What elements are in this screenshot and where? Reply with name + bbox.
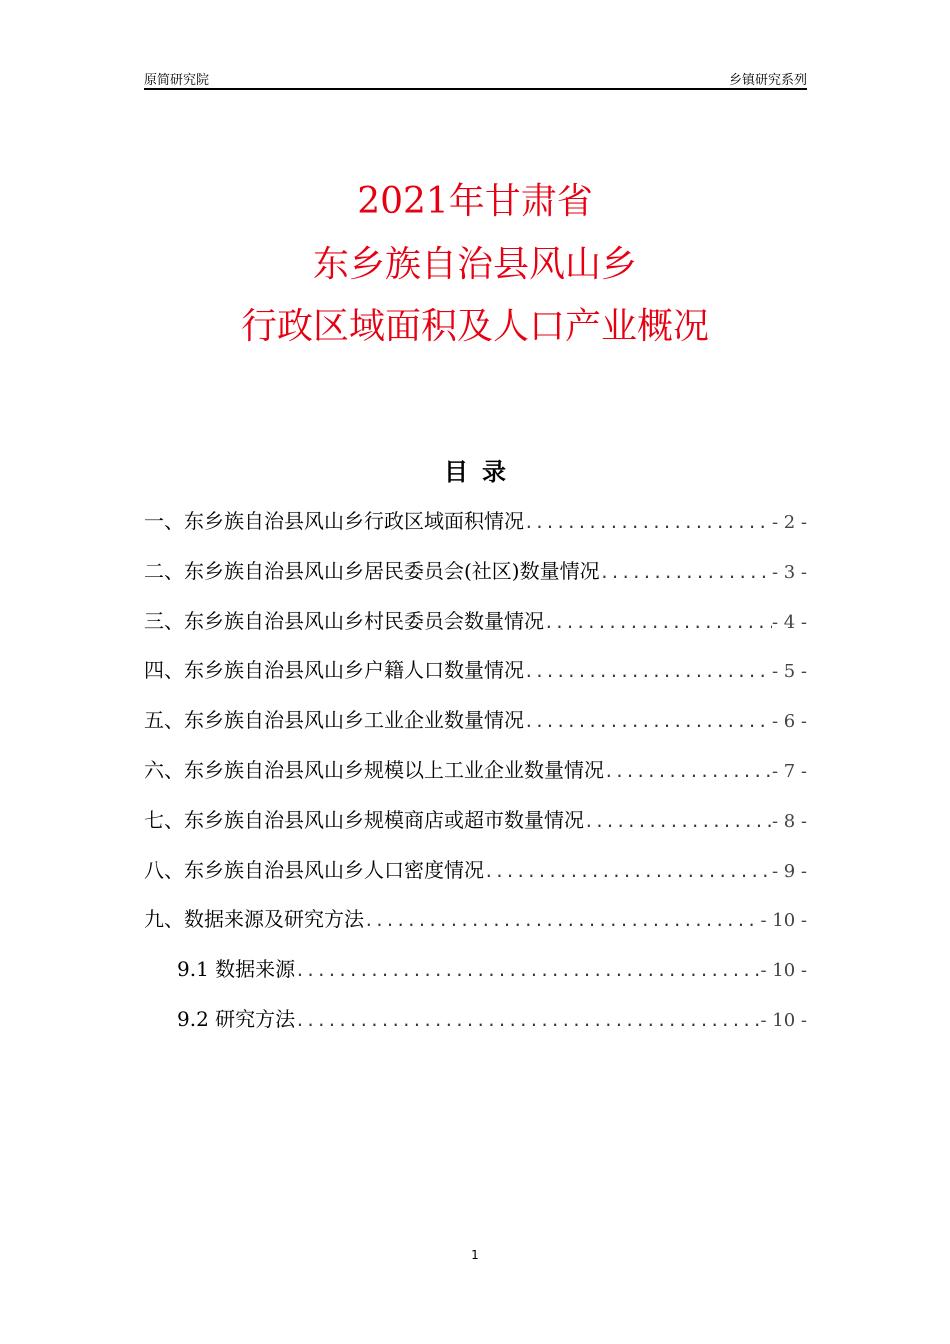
toc-entry-page: - 9 -	[771, 860, 807, 882]
toc-entry-page: - 10 -	[760, 910, 807, 932]
toc-entry-label: 9.1 数据来源	[177, 957, 296, 982]
title-line-3: 行政区域面积及人口产业概况	[240, 306, 709, 347]
toc-entry[interactable]	[144, 656, 807, 706]
page-header	[144, 68, 807, 90]
toc-entry-page: - 3 -	[771, 561, 807, 583]
header-right: 乡镇研究系列	[728, 73, 807, 88]
toc-entry[interactable]	[144, 607, 807, 657]
page-number: 1	[471, 1248, 479, 1262]
toc-entry[interactable]	[144, 856, 807, 906]
dot-leader	[544, 609, 772, 637]
toc-entry[interactable]	[144, 905, 807, 955]
dot-leader	[600, 559, 772, 587]
toc-subentry[interactable]	[144, 955, 807, 1005]
toc-entry-page: - 8 -	[771, 810, 807, 832]
dot-leader	[364, 907, 760, 935]
toc-entry-page: - 5 -	[771, 661, 807, 683]
toc-entry-label: 三、东乡族自治县风山乡村民委员会数量情况	[144, 608, 544, 633]
toc-entry-page: - 4 -	[771, 611, 807, 633]
toc-entry-label: 九、数据来源及研究方法	[144, 907, 364, 932]
dot-leader	[295, 957, 760, 985]
toc-entry-label: 一、东乡族自治县风山乡行政区域面积情况	[144, 509, 524, 533]
title-line-2: 东乡族自治县风山乡	[312, 244, 637, 285]
dot-leader	[604, 758, 772, 786]
toc-heading: 目录	[444, 458, 520, 486]
toc-entry-label: 八、东乡族自治县风山乡人口密度情况	[144, 857, 484, 882]
toc-entry-label: 五、东乡族自治县风山乡工业企业数量情况	[144, 708, 524, 733]
toc-entry[interactable]	[144, 706, 807, 756]
toc-entry-page: - 10 -	[760, 1009, 807, 1031]
dot-leader	[295, 1007, 760, 1035]
dot-leader	[584, 808, 772, 836]
toc-entry[interactable]	[144, 806, 807, 856]
dot-leader	[524, 658, 772, 686]
toc-entry-label: 六、东乡族自治县风山乡规模以上工业企业数量情况	[144, 757, 604, 782]
dot-leader	[484, 858, 772, 886]
dot-leader	[524, 708, 772, 736]
toc-entry-label: 9.2 研究方法	[177, 1006, 296, 1031]
toc-entry[interactable]	[144, 756, 807, 806]
toc-entry[interactable]	[144, 507, 807, 557]
toc-entry-page: - 10 -	[760, 960, 807, 982]
toc-entry-label: 四、东乡族自治县风山乡户籍人口数量情况	[144, 658, 524, 683]
header-left: 原简研究院	[144, 73, 210, 88]
toc-entry-label: 七、东乡族自治县风山乡规模商店或超市数量情况	[144, 807, 584, 832]
toc-entry-page: - 7 -	[771, 760, 807, 782]
toc-entry[interactable]	[144, 557, 807, 607]
toc-entry-page: - 6 -	[771, 711, 807, 733]
toc-subentry[interactable]	[144, 1005, 807, 1055]
dot-leader	[524, 509, 772, 537]
title-line-1: 2021年甘肃省	[357, 181, 593, 222]
table-of-contents	[144, 507, 807, 1055]
toc-entry-label: 二、东乡族自治县风山乡居民委员会(社区)数量情况	[144, 558, 600, 583]
toc-entry-page: - 2 -	[771, 512, 807, 533]
